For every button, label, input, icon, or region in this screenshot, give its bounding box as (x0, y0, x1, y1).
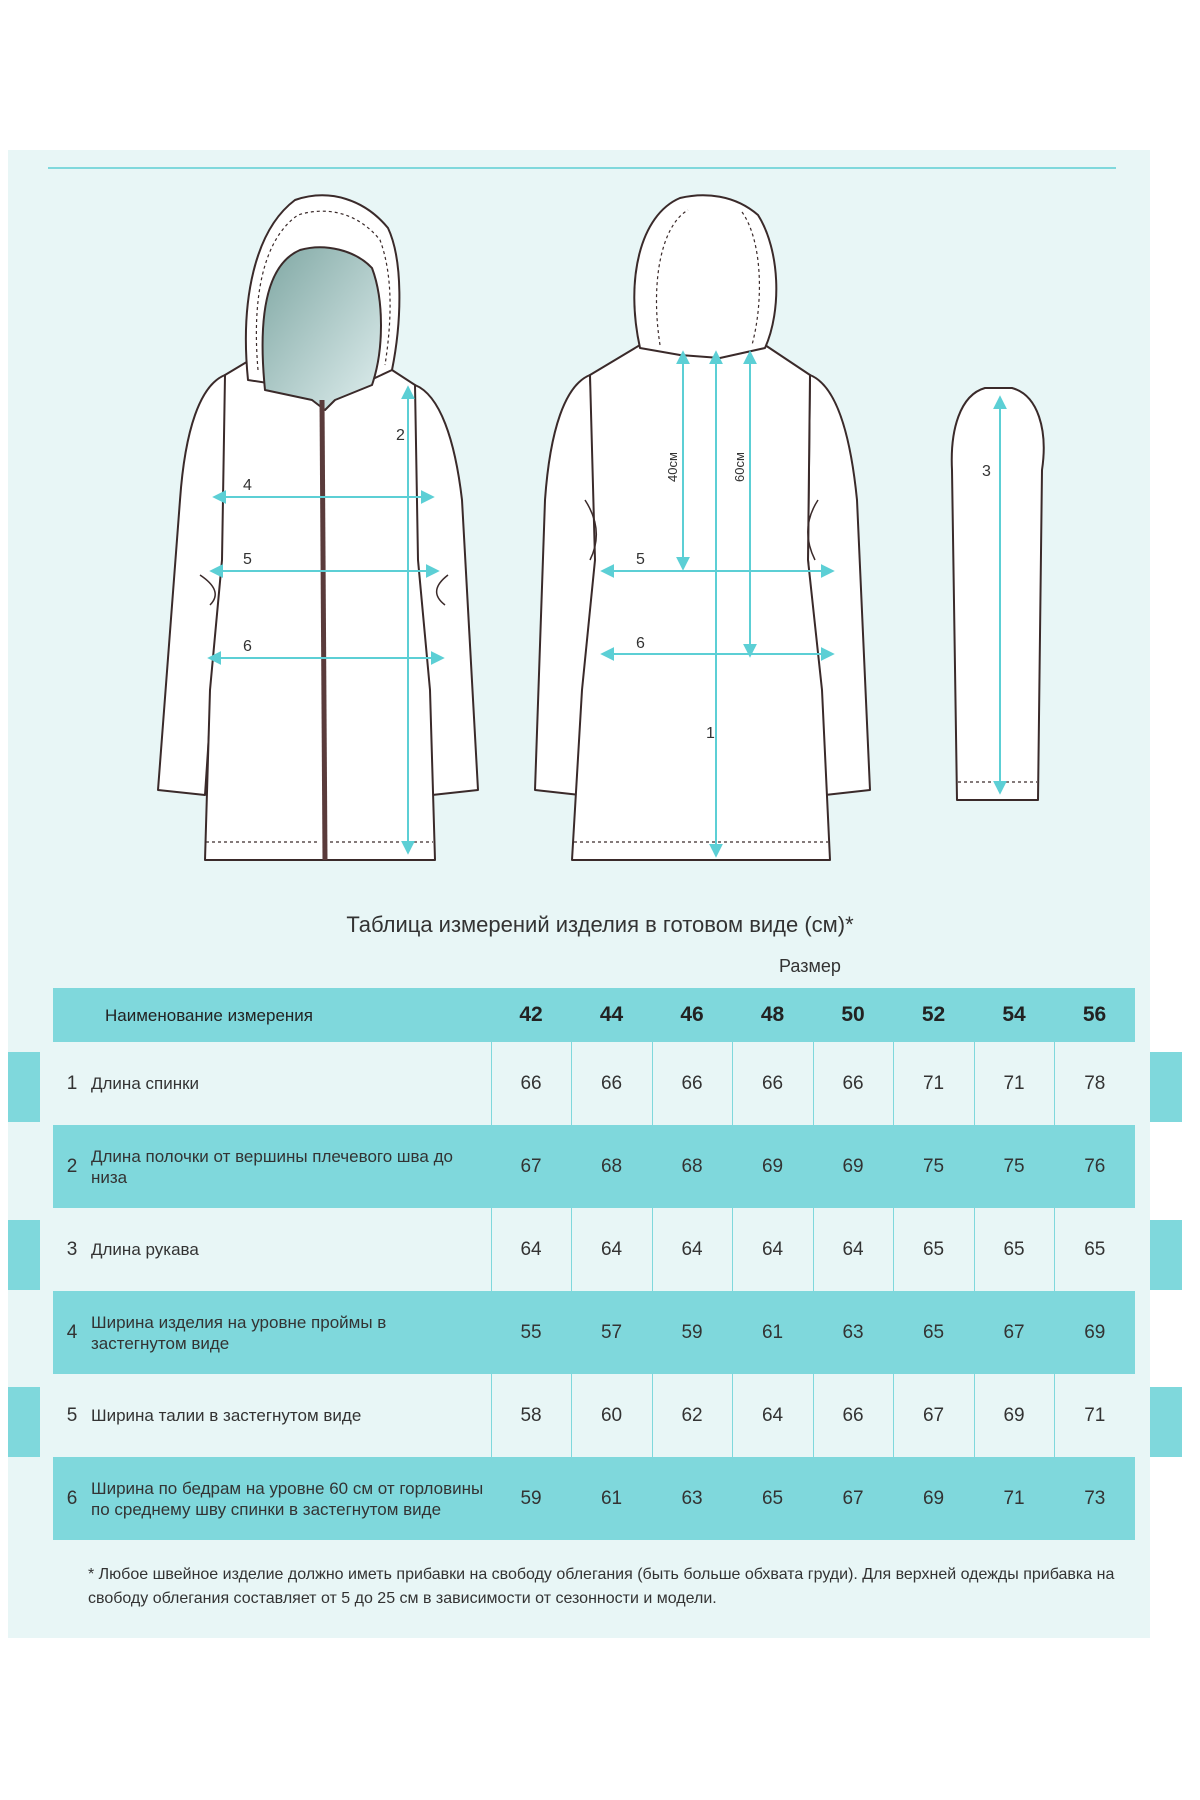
value-cell-size-44: 57 (571, 1291, 652, 1374)
size-label: Размер (779, 956, 841, 976)
value-cell-size-48: 66 (732, 1042, 813, 1125)
value-cell-size-54: 69 (974, 1374, 1054, 1457)
size-header-56: 56 (1054, 988, 1135, 1042)
value-cell-size-52: 71 (893, 1042, 974, 1125)
sleeve-view (952, 388, 1044, 800)
value-cell-size-44: 64 (571, 1208, 652, 1291)
table-row (53, 1042, 1135, 1125)
row-number: 3 (53, 1208, 91, 1291)
side-block-5 (8, 1387, 40, 1457)
value-cell-size-48: 64 (732, 1374, 813, 1457)
value-cell-size-48: 64 (732, 1208, 813, 1291)
front-label-6: 6 (243, 638, 252, 655)
measurement-name: Длина рукава (91, 1208, 491, 1291)
value-cell-size-56: 78 (1054, 1042, 1135, 1125)
value-cell-size-42: 58 (491, 1374, 571, 1457)
name-header: Наименование измерения (53, 988, 491, 1042)
value-cell-size-48: 65 (732, 1457, 813, 1540)
value-cell-size-42: 64 (491, 1208, 571, 1291)
value-cell-size-50: 64 (813, 1208, 893, 1291)
row-number: 6 (53, 1457, 91, 1540)
value-cell-size-50: 67 (813, 1457, 893, 1540)
value-cell-size-56: 71 (1054, 1374, 1135, 1457)
measurement-name: Ширина изделия на уровне проймы в застегнутом виде (91, 1291, 491, 1374)
row-number: 4 (53, 1291, 91, 1374)
value-cell-size-52: 65 (893, 1291, 974, 1374)
measurement-name: Длина спинки (91, 1042, 491, 1125)
table-row (53, 1457, 1135, 1540)
value-cell-size-46: 59 (652, 1291, 732, 1374)
back-hood (634, 195, 776, 358)
value-cell-size-52: 67 (893, 1374, 974, 1457)
value-cell-size-50: 66 (813, 1042, 893, 1125)
table-row (53, 1208, 1135, 1291)
sleeve-label-3: 3 (982, 463, 991, 480)
size-header-46: 46 (652, 988, 732, 1042)
row-number: 1 (53, 1042, 91, 1125)
value-cell-size-46: 64 (652, 1208, 732, 1291)
measurement-name: Ширина по бедрам на уровне 60 см от горловины по среднему шву спинки в застегнутом виде (91, 1457, 491, 1540)
front-view (158, 195, 478, 860)
value-cell-size-54: 71 (974, 1457, 1054, 1540)
size-header-48: 48 (732, 988, 813, 1042)
value-cell-size-54: 67 (974, 1291, 1054, 1374)
row-number: 2 (53, 1125, 91, 1208)
side-block-3 (8, 1220, 40, 1290)
size-header-52: 52 (893, 988, 974, 1042)
value-cell-size-54: 71 (974, 1042, 1054, 1125)
value-cell-size-50: 69 (813, 1125, 893, 1208)
value-cell-size-56: 73 (1054, 1457, 1135, 1540)
measurement-name: Длина полочки от вершины плечевого шва до низа (91, 1125, 491, 1208)
measurement-table (53, 988, 1135, 1540)
value-cell-size-48: 69 (732, 1125, 813, 1208)
side-block-5-right (1150, 1387, 1182, 1457)
side-block-1-right (1150, 1052, 1182, 1122)
value-cell-size-48: 61 (732, 1291, 813, 1374)
value-cell-size-56: 76 (1054, 1125, 1135, 1208)
front-label-5: 5 (243, 551, 252, 568)
front-label-2: 2 (396, 427, 405, 444)
value-cell-size-50: 66 (813, 1374, 893, 1457)
value-cell-size-46: 66 (652, 1042, 732, 1125)
value-cell-size-56: 69 (1054, 1291, 1135, 1374)
side-block-3-right (1150, 1220, 1182, 1290)
value-cell-size-54: 75 (974, 1125, 1054, 1208)
value-cell-size-44: 66 (571, 1042, 652, 1125)
back-label-60cm: 60см (732, 452, 747, 482)
value-cell-size-56: 65 (1054, 1208, 1135, 1291)
table-row (53, 1374, 1135, 1457)
value-cell-size-44: 60 (571, 1374, 652, 1457)
value-cell-size-54: 65 (974, 1208, 1054, 1291)
size-header-42: 42 (491, 988, 571, 1042)
value-cell-size-44: 68 (571, 1125, 652, 1208)
side-block-1 (8, 1052, 40, 1122)
sleeve-shape (952, 388, 1044, 800)
back-label-5: 5 (636, 551, 645, 568)
value-cell-size-46: 63 (652, 1457, 732, 1540)
back-label-6: 6 (636, 635, 645, 652)
value-cell-size-52: 69 (893, 1457, 974, 1540)
value-cell-size-46: 68 (652, 1125, 732, 1208)
back-label-1: 1 (706, 725, 715, 742)
back-view (535, 195, 870, 860)
value-cell-size-44: 61 (571, 1457, 652, 1540)
back-label-40cm: 40см (665, 452, 680, 482)
value-cell-size-42: 66 (491, 1042, 571, 1125)
table-title: Таблица измерений изделия в готовом виде (см)* (346, 912, 854, 937)
front-hood-inner (263, 247, 381, 410)
back-body (572, 345, 830, 860)
value-cell-size-42: 67 (491, 1125, 571, 1208)
footnote: * Любое швейное изделие должно иметь прибавки на свободу облегания (быть больше обхвата груди). Для верхней одежды прибавка на свободу облегания составляет от 5 до 25 см в зависимости от сезонности и модели. (88, 1566, 1115, 1607)
table-row (53, 1291, 1135, 1374)
value-cell-size-52: 75 (893, 1125, 974, 1208)
value-cell-size-46: 62 (652, 1374, 732, 1457)
front-label-4: 4 (243, 477, 252, 494)
size-header-50: 50 (813, 988, 893, 1042)
front-zipper (322, 400, 325, 860)
value-cell-size-50: 63 (813, 1291, 893, 1374)
row-number: 5 (53, 1374, 91, 1457)
table-header-row (53, 988, 1135, 1042)
measurement-name: Ширина талии в застегнутом виде (91, 1374, 491, 1457)
value-cell-size-42: 55 (491, 1291, 571, 1374)
size-header-44: 44 (571, 988, 652, 1042)
value-cell-size-42: 59 (491, 1457, 571, 1540)
size-header-54: 54 (974, 988, 1054, 1042)
table-row (53, 1125, 1135, 1208)
value-cell-size-52: 65 (893, 1208, 974, 1291)
